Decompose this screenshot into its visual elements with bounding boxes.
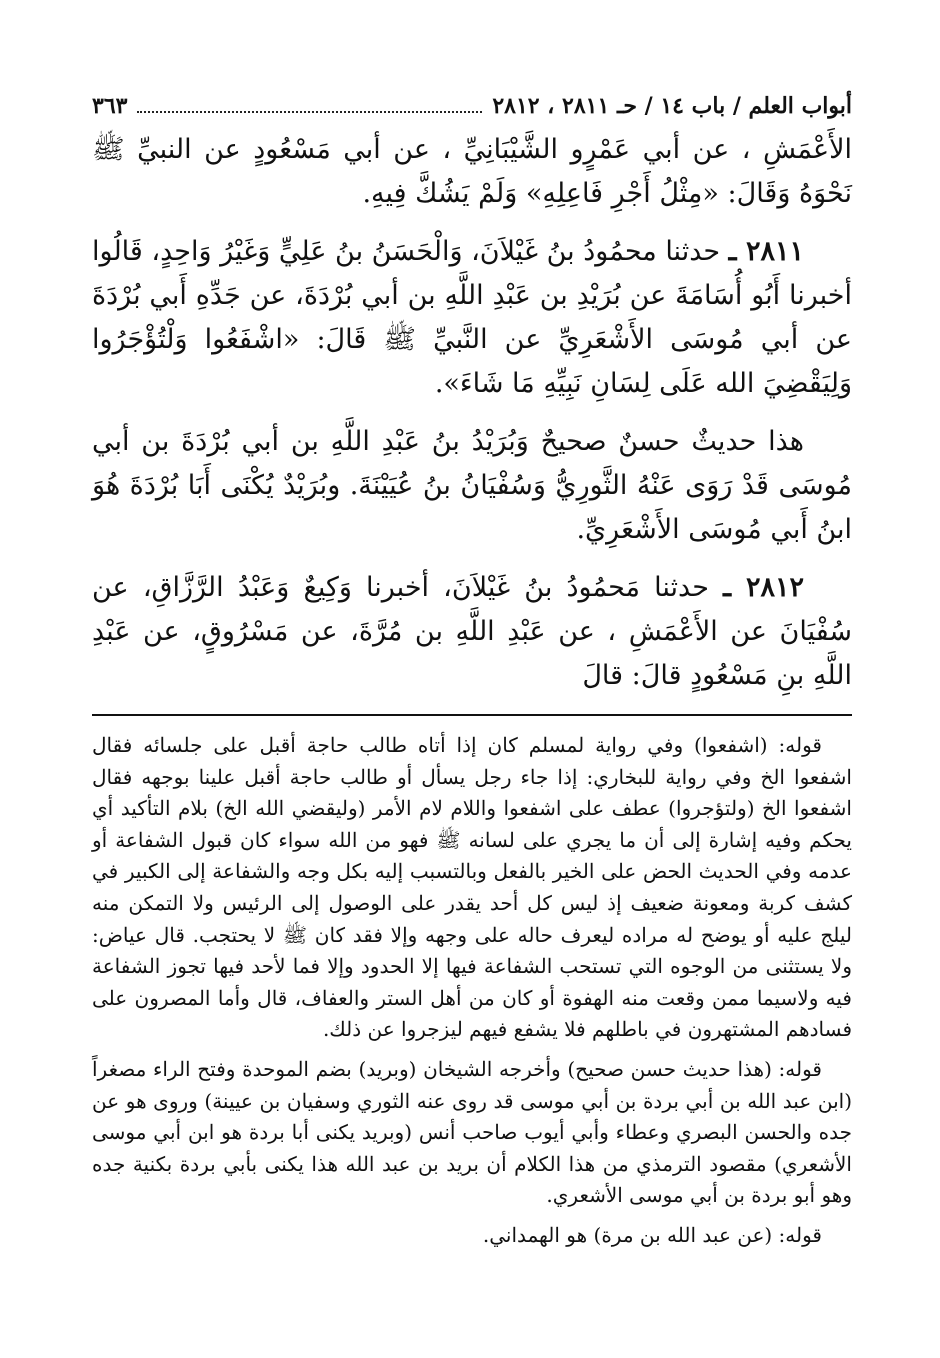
hadith-2811-text: حدثنا محمُودُ بنُ غَيْلاَنَ، وَالْحَسَنُ بنُ عَلِيٍّ وَغَيْرُ وَاحِدٍ، قَالُوا أخبرنا أَبُو أُسَامَةَ عن بُرَيْدِ بن عَبْدِ اللَّهِ بن أبي بُرْدَةَ، عن جَدِّهِ أَبي بُرْدَةَ عن أبي مُوسَى الأَشْعَرِيِّ عن النَّبيِّ ﷺ قَالَ: «اشْفَعُوا وَلْتُؤْجَرُوا وَلِيَقْضِيَ الله عَلَى لِسَانِ نَبِيِّهِ مَا شَاءَ». xyxy=(92,236,852,399)
main-text xyxy=(92,128,852,698)
hadith-number-2812: ٢٨١٢ ـ xyxy=(723,572,804,603)
hadith-continuation: الأَعْمَشِ ، عن أبي عَمْرٍو الشَّيْبَانِيِّ ، عن أبي مَسْعُودٍ عن النبيِّ ﷺ نَحْوَهُ وَقَالَ: «مِثْلُ أَجْرِ فَاعِلِهِ» وَلَمْ يَشُكَّ فِيهِ. xyxy=(92,134,852,209)
commentary-note-2: قوله: (هذا حديث حسن صحيح) وأخرجه الشيخان (وبريد) بضم الموحدة وفتح الراء مصغراً (ابن عبد الله بن أبي بردة بن أبي موسى قد روى عنه الثوري وسفيان بن عيينة) وروى هو عن جده والحسن البصري وعطاء وأبي أيوب صاحب أنس (وبريد يكنى أبا بردة هو ابن أبي موسى الأشعري) مقصود الترمذي من هذا الكلام أن بريد بن عبد الله هذا يكنى بأبي بردة بكنية جده وهو أبو بردة بن أبي موسى الأشعري. xyxy=(92,1056,853,1208)
hadith-2811 xyxy=(92,230,852,406)
header-dot-leader xyxy=(137,91,482,113)
hadith-2812-text: حدثنا مَحمُودُ بنُ غَيْلاَنَ، أخبرنا وَكِيعٌ وَعَبْدُ الرَّزَّاقِ، عن سُفْيَانَ عن الأَعْمَشِ ، عن عَبْدِ اللَّهِ بن مُرَّةَ، عن مَسْرُوقٍ، عن عَبْدِ اللَّهِ بنِ مَسْعُودٍ قالَ: قالَ xyxy=(92,572,852,691)
commentary-note-3: قوله: (عن عبد الله بن مرة) هو الهمداني. xyxy=(482,1222,822,1247)
running-header xyxy=(92,88,852,124)
page-number: ٣٦٣ xyxy=(92,93,128,119)
commentary-note-1: قوله: (اشفعوا) وفي رواية لمسلم كان إذا أتاه طالب حاجة أقبل على جلسائه فقال اشفعوا الخ وفي رواية للبخاري: إذا جاء رجل يسأل أو طالب حاجة أقبل علينا بوجهه فقال اشفعوا الخ (ولتؤجروا) عطف على اشفعوا واللام لام الأمر (وليقضي الله الخ) بلام التأكيد أي يحكم وفيه إشارة إلى أن ما يجري على لسانه ﷺ فهو من الله سواء كان قبول الشفاعة أو عدمه وفي الحديث الحض على الخير بالفعل وبالتسبب إليه بكل وجه والشفاعة إلى الكبير في كشف كربة ومعونة ضعيف إذ ليس كل أحد يقدر على الوصول إلى الرئيس ولا التمكن منه ليلج عليه أو يوضح له مراده ليعرف حاله على وجهه وإلا فقد كان ﷺ لا يحتجب. قال عياض: ولا يستثنى من الوجوه التي تستحب الشفاعة فيها إلا الحدود وإلا فما لأحد فيها تجوز الشفاعة فيه ولاسيما ممن وقعت منه الهفوة أو كان من أهل الستر والعفاف، قال وأما المصرون على فسادهم المشتهرون في باطلهم فلا يشفع فيهم ليزجروا عن ذلك. xyxy=(92,733,852,1042)
commentary xyxy=(92,730,852,1252)
footnote-divider xyxy=(92,714,852,716)
hadith-2812 xyxy=(92,566,852,698)
hadith-number-2811: ٢٨١١ ـ xyxy=(728,236,805,267)
header-title: أبواب العلم / باب ١٤ / حـ ٢٨١١ ، ٢٨١٢ xyxy=(492,93,852,119)
hadith-2811-grading: هذا حديثٌ حسنٌ صحيحٌ وَبُرَيْدُ بنُ عَبْدِ اللَّهِ بن أبي بُرْدَةَ بن أبي مُوسَى قَدْ رَوَى عَنْهُ الثَّورِيُّ وَسُفْيَانُ بنُ عُيَيْنَةَ. وبُرَيْدٌ يُكْنَى أَبَا بُرْدَةَ هُوَ ابنُ أَبي مُوسَى الأَشْعَرِيِّ. xyxy=(92,426,852,545)
